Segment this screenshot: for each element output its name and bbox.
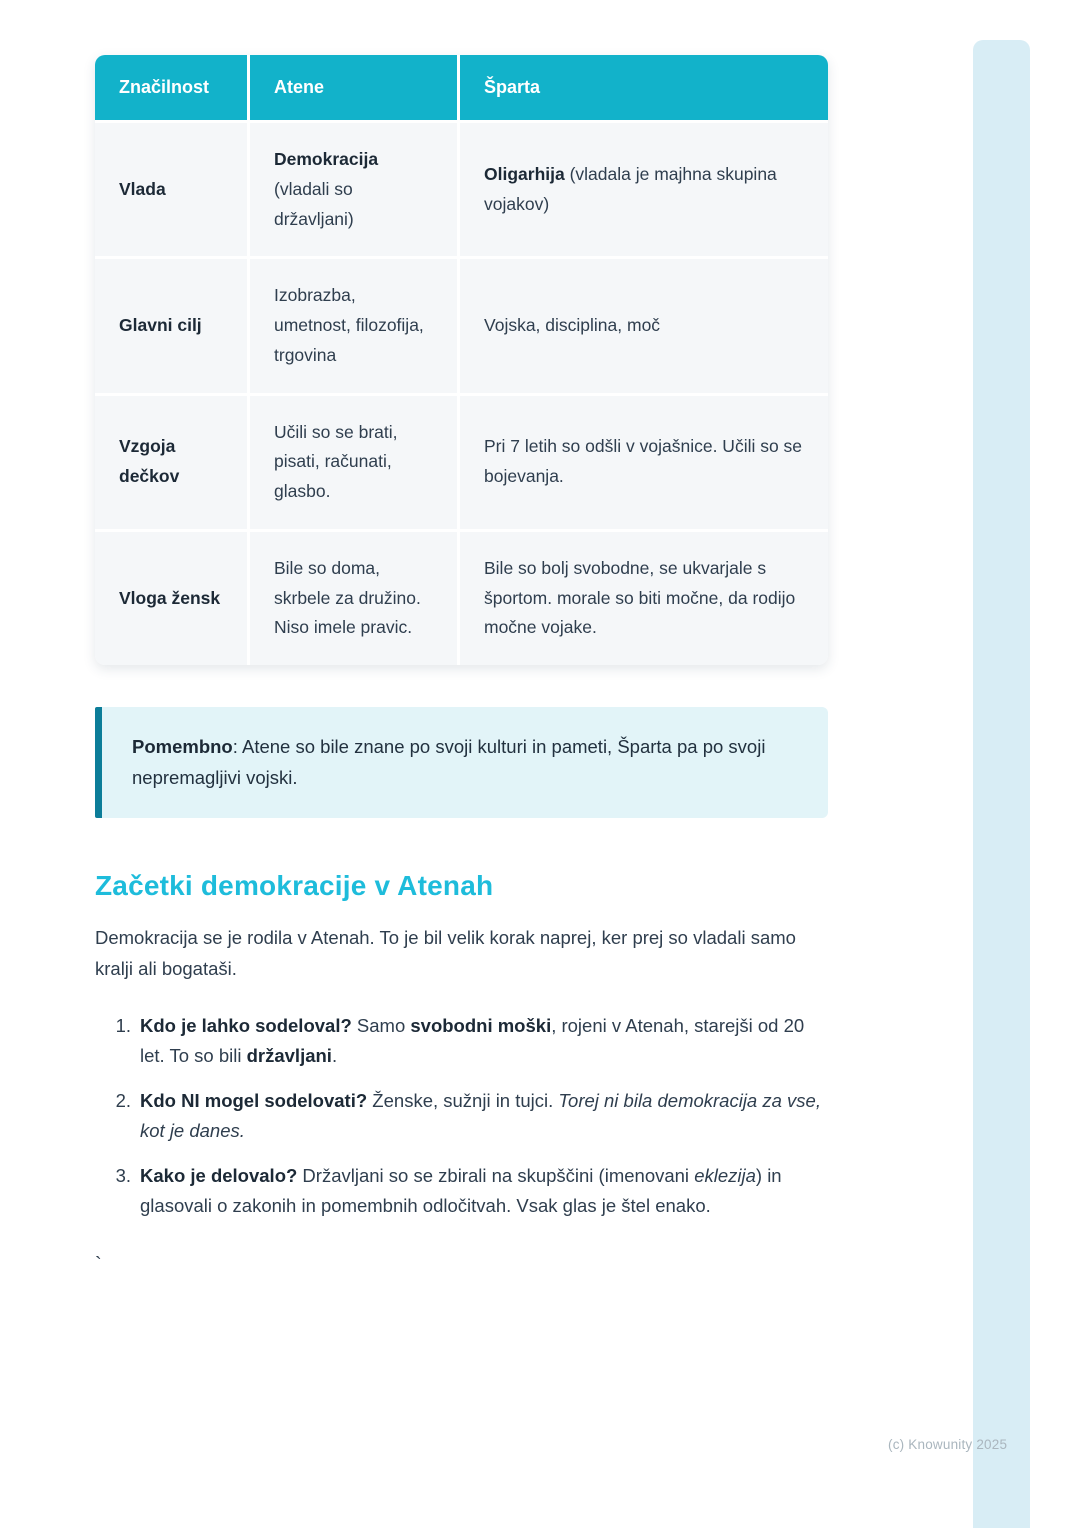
row-feature-label: Vlada <box>95 120 247 256</box>
section-title: Začetki demokracije v Atenah <box>95 870 494 902</box>
list-segment: Samo <box>351 1014 411 1036</box>
row-feature-label: Vloga žensk <box>95 529 247 665</box>
list-question: Kako je delovalo? <box>140 1165 298 1187</box>
comparison-table <box>95 55 828 665</box>
table-row <box>95 529 828 665</box>
list-question: Kdo je lahko sodeloval? <box>140 1014 352 1036</box>
cell-text: Pri 7 letih so odšli v vojašnice. Učili so se bojevanja. <box>484 436 803 487</box>
list-question: Kdo NI mogel sodelovati? <box>140 1090 368 1112</box>
list-item <box>95 1086 828 1145</box>
list-item <box>95 1011 828 1070</box>
cell-text: Bile so doma, skrbele za družino. Niso imele pravic. <box>274 557 421 638</box>
list-text <box>140 1011 828 1070</box>
numbered-list <box>95 1011 828 1221</box>
list-italic-segment: Torej ni bila demokracija za vse, kot je danes. <box>140 1090 821 1141</box>
cell-text: Učili so se brati, pisati, računati, glasbo. <box>274 421 398 501</box>
list-number: 3. <box>115 1165 131 1187</box>
cell-text: Bile so bolj svobodne, se ukvarjale s športom. morale so biti močne, da rodijo močne vojake. <box>484 557 796 638</box>
list-item <box>95 1161 828 1220</box>
cell-sparta <box>457 256 828 392</box>
cell-atene <box>247 120 457 256</box>
cell-atene <box>247 256 457 392</box>
callout-text: : Atene so bile znane po svoji kulturi in pameti, Šparta pa po svoji nepremagljivi vojski. <box>132 736 766 788</box>
table-row <box>95 393 828 529</box>
callout-important <box>95 707 828 818</box>
cell-atene <box>247 393 457 529</box>
column-header-znacilnost: Značilnost <box>95 55 247 120</box>
document-page <box>95 0 828 1277</box>
list-bold-segment: državljani <box>246 1044 332 1066</box>
cell-text: Izobrazba, umetnost, filozofija, trgovina <box>274 285 424 365</box>
section-intro: Demokracija se je rodila v Atenah. To je bil velik korak naprej, ker prej so vladali samo kralji ali bogataši. <box>95 927 796 980</box>
column-header-atene: Atene <box>247 55 457 120</box>
cell-text: Vojska, disciplina, moč <box>484 315 661 335</box>
cell-sparta <box>457 529 828 665</box>
cell-bold-text: Oligarhija <box>484 163 565 184</box>
list-text <box>140 1086 828 1145</box>
cell-text: (vladali so državljani) <box>274 178 354 229</box>
list-segment: Ženske, sužnji in tujci. <box>367 1090 559 1112</box>
row-feature-label: Vzgoja dečkov <box>95 393 247 529</box>
cell-sparta <box>457 120 828 256</box>
row-feature-label: Glavni cilj <box>95 256 247 392</box>
list-segment: , rojeni v Atenah, starejši od 20 let. To so bili <box>140 1014 805 1066</box>
callout-label: Pomembno <box>132 736 233 757</box>
stray-backtick: ` <box>95 1254 102 1277</box>
table-row <box>95 256 828 392</box>
cell-sparta <box>457 393 828 529</box>
list-bold-segment: svobodni moški <box>410 1014 552 1036</box>
copyright: (c) Knowunity 2025 <box>888 1437 1008 1452</box>
list-segment: ) in glasovali o zakonih in pomembnih odločitvah. Vsak glas je štel enako. <box>140 1165 782 1216</box>
cell-atene <box>247 529 457 665</box>
list-number: 1. <box>115 1014 131 1036</box>
cell-text: (vladala je majhna skupina vojakov) <box>484 163 777 214</box>
list-italic-segment: eklezija <box>694 1165 756 1187</box>
cell-bold-text: Demokracija <box>274 149 379 169</box>
side-strip <box>973 40 1030 1528</box>
list-segment: Državljani so se zbirali na skupščini (imenovani <box>297 1165 695 1187</box>
list-number: 2. <box>115 1090 131 1112</box>
column-header-sparta: Šparta <box>457 55 828 120</box>
table-row <box>95 120 828 256</box>
table-header-row <box>95 55 828 120</box>
list-text <box>140 1161 828 1220</box>
list-segment: . <box>331 1044 338 1066</box>
